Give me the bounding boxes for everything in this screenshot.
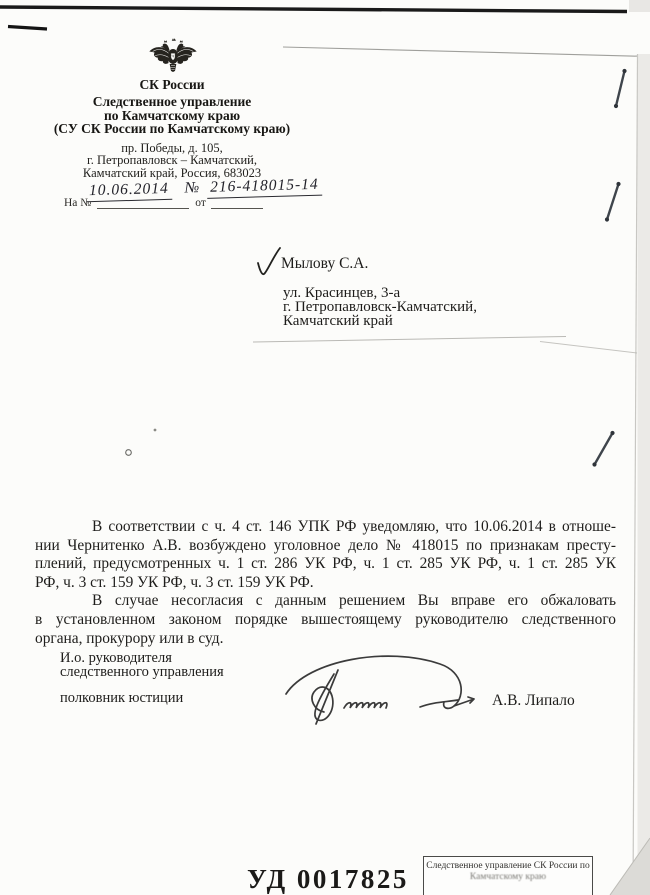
signer-title — [60, 652, 224, 680]
letter-body — [35, 518, 616, 648]
underlying-page-edge-2 — [253, 337, 566, 343]
scan-speck — [154, 429, 157, 432]
scan-dash-top-left — [8, 27, 47, 30]
right-edge-line — [633, 54, 638, 895]
bottom-right-fold-edge — [610, 838, 650, 895]
org-address-line2: г. Петропавловск – Камчатский, — [87, 153, 257, 167]
body-line: РФ, ч. 3 ст. 159 УК РФ, ч. 3 ст. 159 УК РФ. — [35, 573, 314, 591]
number-sign: № — [184, 179, 201, 197]
org-name-line2: по Камчатскому краю — [103, 107, 241, 123]
reply-date-blank — [211, 197, 263, 209]
stamp-org-line1: Следственное управление СК России по — [426, 861, 590, 871]
body-line: В случае несогласия с данным решением Вы вправе его обжаловать — [92, 592, 616, 610]
underlying-page-edge-3 — [540, 342, 637, 354]
recipient-address-line3: Камчатский край — [283, 313, 393, 329]
handwritten-outgoing-number: 216-418015-14 — [207, 176, 322, 199]
reply-from-label: от — [195, 197, 206, 209]
body-line: нии Чернитенко А.В. возбуждено уголовное дело № 418015 по признакам престу- — [35, 536, 616, 554]
bottom-right-corner-fold — [610, 838, 650, 895]
signature-icon — [268, 640, 493, 735]
org-name-line3: (СУ СК России по Камчатскому краю) — [53, 121, 291, 136]
body-line: плений, предусмотренных ч. 1 ст. 286 УК РФ, ч. 1 ст. 285 УК РФ, ч. 1 ст. 285 УК — [35, 555, 616, 573]
case-number-stamp: УД 0017825 — [247, 864, 409, 894]
signer-title-line1: И.о. руководителя — [60, 650, 172, 666]
body-line: В соответствии с ч. 4 ст. 146 УПК РФ уведомляю, что 10.06.2014 в отноше- — [92, 518, 616, 535]
recipient-address-line2: г. Петропавловск-Камчатский, — [283, 299, 477, 315]
signer-name: А.В. Липало — [492, 692, 575, 709]
staple-icon — [595, 71, 625, 465]
org-short-name: СК России — [139, 77, 205, 92]
right-page-edge-strip — [638, 54, 650, 895]
recipient-address — [283, 286, 477, 328]
staple-end-dots — [592, 69, 626, 467]
handwritten-date: 10.06.2014 — [86, 180, 172, 202]
letterhead — [32, 78, 312, 179]
coat-of-arms-eagle-icon — [146, 36, 200, 77]
org-name-line1: Следственное управление — [92, 94, 252, 109]
recipient-name: Мылову С.А. — [281, 255, 369, 272]
reply-number-blank — [97, 197, 189, 209]
scan-speck — [126, 450, 132, 456]
body-line: в установленном законом порядке вышестоящему руководителю следственного — [35, 610, 616, 628]
body-line: органа, прокурору или в суд. — [35, 629, 224, 647]
page-edge-line-top — [0, 7, 627, 12]
signer-rank: полковник юстиции — [60, 690, 184, 706]
underlying-page-edge-1 — [283, 47, 650, 57]
org-address-line1: пр. Победы, д. 105, — [121, 140, 223, 155]
org-address-line3: Камчатский край, Россия, 683023 — [82, 165, 262, 180]
signer-title-line2: следственного управления — [60, 663, 224, 680]
top-right-corner-shade — [629, 0, 650, 12]
checkmark-icon — [255, 247, 283, 279]
registration-stamp — [423, 856, 593, 895]
reply-prefix-label: На № — [64, 197, 92, 209]
recipient-address-line1: ул. Красинцев, 3-а — [283, 285, 401, 301]
stamp-org-line2: Камчатскому краю — [469, 871, 547, 882]
reply-reference-line — [64, 197, 263, 209]
